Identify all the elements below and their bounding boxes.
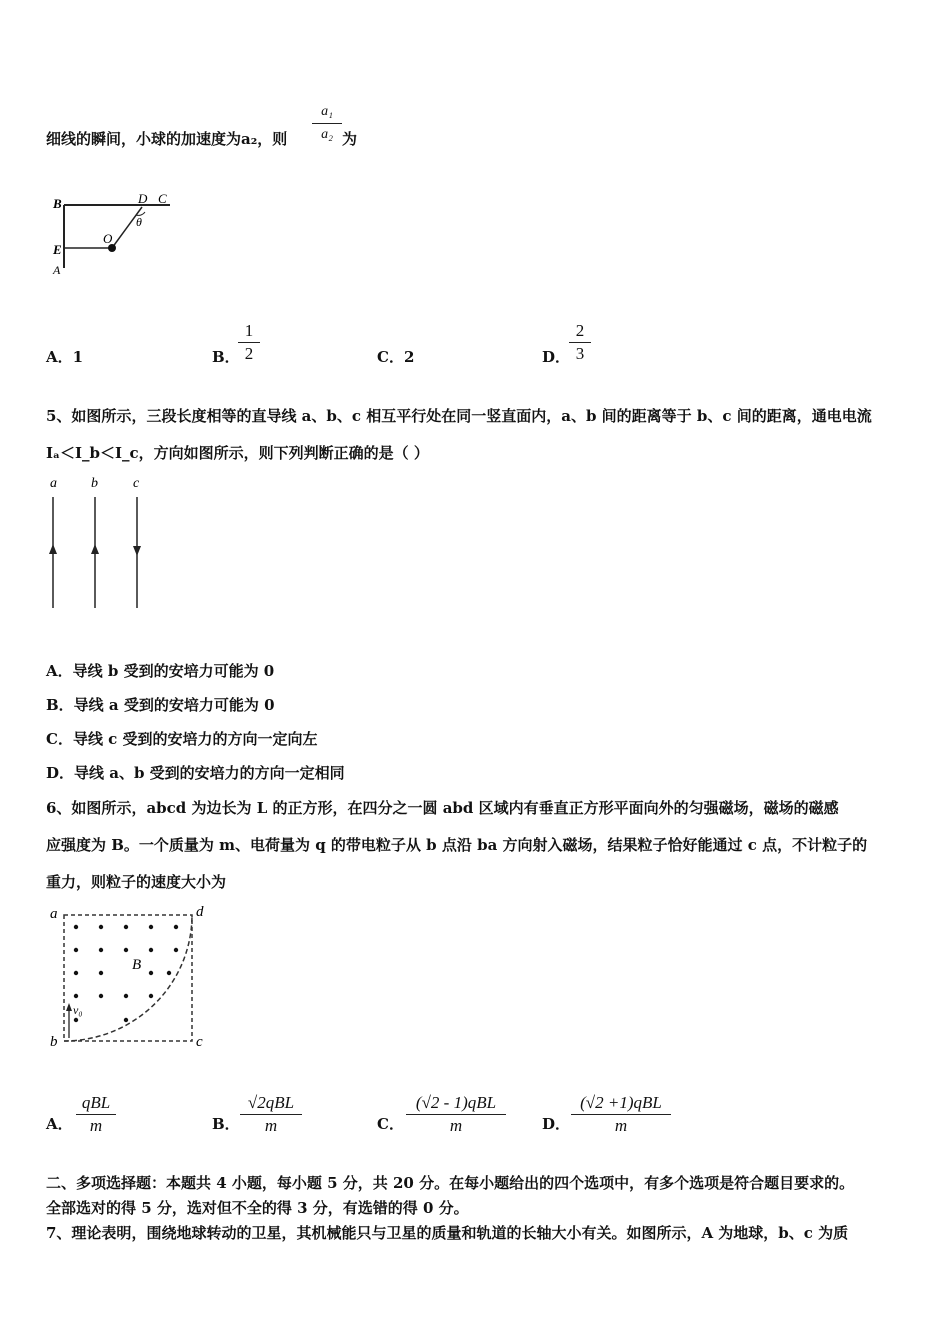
q4-label-O: O — [103, 231, 113, 246]
q4-option-b-letter: B． — [212, 348, 240, 366]
q5-label-a: a — [50, 476, 57, 491]
q6-option-a[interactable] — [46, 1113, 73, 1134]
q6-option-a-num: qBL — [76, 1092, 116, 1115]
q6-label-c: c — [196, 1034, 203, 1050]
q4-option-d-letter: D． — [542, 348, 571, 366]
q5-wires-figure — [40, 472, 160, 617]
q6-quarter-arc — [64, 915, 192, 1041]
q4-option-c-value: 2 — [403, 348, 415, 366]
q4-label-C: C — [158, 191, 167, 206]
q6-option-d-letter: D． — [542, 1115, 571, 1133]
q4-label-theta: θ — [136, 215, 142, 229]
q6-option-b[interactable] — [212, 1113, 240, 1134]
q5-option-c[interactable]: C．导线 c 受到的安培力的方向一定向左 — [46, 730, 318, 748]
q4-option-d[interactable] — [542, 346, 570, 367]
q5-stem-line2: Iₐ＜I_b＜I_c，方向如图所示，则下列判断正确的是（ ） — [46, 444, 429, 462]
q4-option-b-fraction — [238, 320, 260, 365]
q4-option-b[interactable] — [212, 346, 240, 367]
q6-option-b-num: √2qBL — [240, 1092, 302, 1115]
q6-option-b-letter: B． — [212, 1115, 240, 1133]
q4-option-d-fraction — [569, 320, 591, 365]
q4-label-A: A — [53, 263, 61, 277]
q4-label-D: D — [138, 191, 148, 206]
q6-square — [64, 915, 192, 1041]
q6-stem-line2: 应强度为 B。一个质量为 m、电荷量为 q 的带电粒子从 b 点沿 ba 方向射入磁场，结果粒子恰好能通过 c 点，不计粒子的 — [46, 836, 868, 854]
q4-ratio-denominator: a₂ — [321, 127, 333, 142]
q6-option-d-fraction — [571, 1092, 671, 1137]
q5-option-a[interactable]: A．导线 b 受到的安培力可能为 0 — [46, 662, 275, 680]
q4-ratio-fraction — [312, 101, 342, 146]
q4-option-b-den: 2 — [244, 344, 254, 363]
q4-tail-text: 细线的瞬间，小球的加速度为a₂，则 — [46, 130, 288, 148]
q4-option-c-letter: C． — [377, 348, 404, 366]
q5-label-c: c — [133, 476, 140, 491]
q6-option-d-den: m — [614, 1116, 628, 1135]
q4-label-E: E — [53, 242, 62, 257]
q6-stem-line3: 重力，则粒子的速度大小为 — [46, 873, 227, 891]
q6-option-c-fraction — [406, 1092, 506, 1137]
q6-option-c-den: m — [449, 1116, 463, 1135]
q4-ratio-numerator: a₁ — [312, 101, 342, 124]
q6-option-c-num: (√2 - 1)qBL — [406, 1092, 506, 1115]
q5-option-b[interactable]: B．导线 a 受到的安培力可能为 0 — [46, 696, 275, 714]
q5-arrow-up-b — [91, 544, 99, 554]
q4-figure — [46, 188, 186, 283]
section2-header-line2: 全部选对的得 5 分，选对但不全的得 3 分，有选错的得 0 分。 — [46, 1199, 469, 1217]
q5-arrow-down-c — [133, 546, 141, 556]
q6-label-B: B — [132, 957, 142, 973]
q6-option-d-num: (√2 +1)qBL — [571, 1092, 671, 1115]
q6-option-a-letter: A． — [46, 1115, 73, 1133]
q5-stem-line1: 5、如图所示，三段长度相等的直导线 a、b、c 相互平行处在同一竖直面内，a、b 间的距离等于 b、c 间的距离，通电电流 — [46, 407, 872, 425]
q6-field-figure — [44, 900, 214, 1050]
q6-v0-arrow-head — [66, 1003, 72, 1011]
q6-label-d: d — [196, 904, 204, 920]
q4-option-d-den: 3 — [575, 344, 585, 363]
q5-arrow-up-a — [49, 544, 57, 554]
q6-stem-line1: 6、如图所示，abcd 为边长为 L 的正方形，在四分之一圆 abd 区域内有垂直正方形平面向外的匀强磁场，磁场的磁感 — [46, 799, 839, 817]
q6-option-b-den: m — [264, 1116, 278, 1135]
q6-option-c[interactable] — [377, 1113, 404, 1134]
q6-option-a-den: m — [89, 1116, 103, 1135]
q4-tail-suffix: 为 — [342, 130, 358, 148]
q4-option-a-letter: A． — [46, 348, 73, 366]
q5-option-d[interactable]: D．导线 a、b 受到的安培力的方向一定相同 — [46, 764, 345, 782]
q6-option-c-letter: C． — [377, 1115, 404, 1133]
section2-header-line1: 二、多项选择题：本题共 4 小题，每小题 5 分，共 20 分。在每小题给出的四个选项中，有多个选项是符合题目要求的。 — [46, 1174, 855, 1192]
q4-option-c[interactable] — [377, 346, 414, 367]
q4-label-B: B — [53, 196, 62, 211]
q6-label-v0: v₀ — [73, 1003, 83, 1017]
q7-stem-line1: 7、理论表明，围绕地球转动的卫星，其机械能只与卫星的质量和轨道的长轴大小有关。如图所示，A 为地球，b、c 为质 — [46, 1224, 849, 1242]
q4-option-d-num: 2 — [569, 320, 591, 343]
q6-option-d[interactable] — [542, 1113, 570, 1134]
q5-label-b: b — [91, 476, 98, 491]
q6-option-a-fraction — [76, 1092, 116, 1137]
q6-field-dots — [74, 925, 178, 1022]
q6-label-a: a — [50, 906, 58, 922]
q6-label-b: b — [50, 1034, 58, 1050]
q6-option-b-fraction — [240, 1092, 302, 1137]
q4-option-b-num: 1 — [238, 320, 260, 343]
q4-option-a-value: 1 — [72, 348, 84, 366]
q4-option-a[interactable] — [46, 346, 83, 367]
